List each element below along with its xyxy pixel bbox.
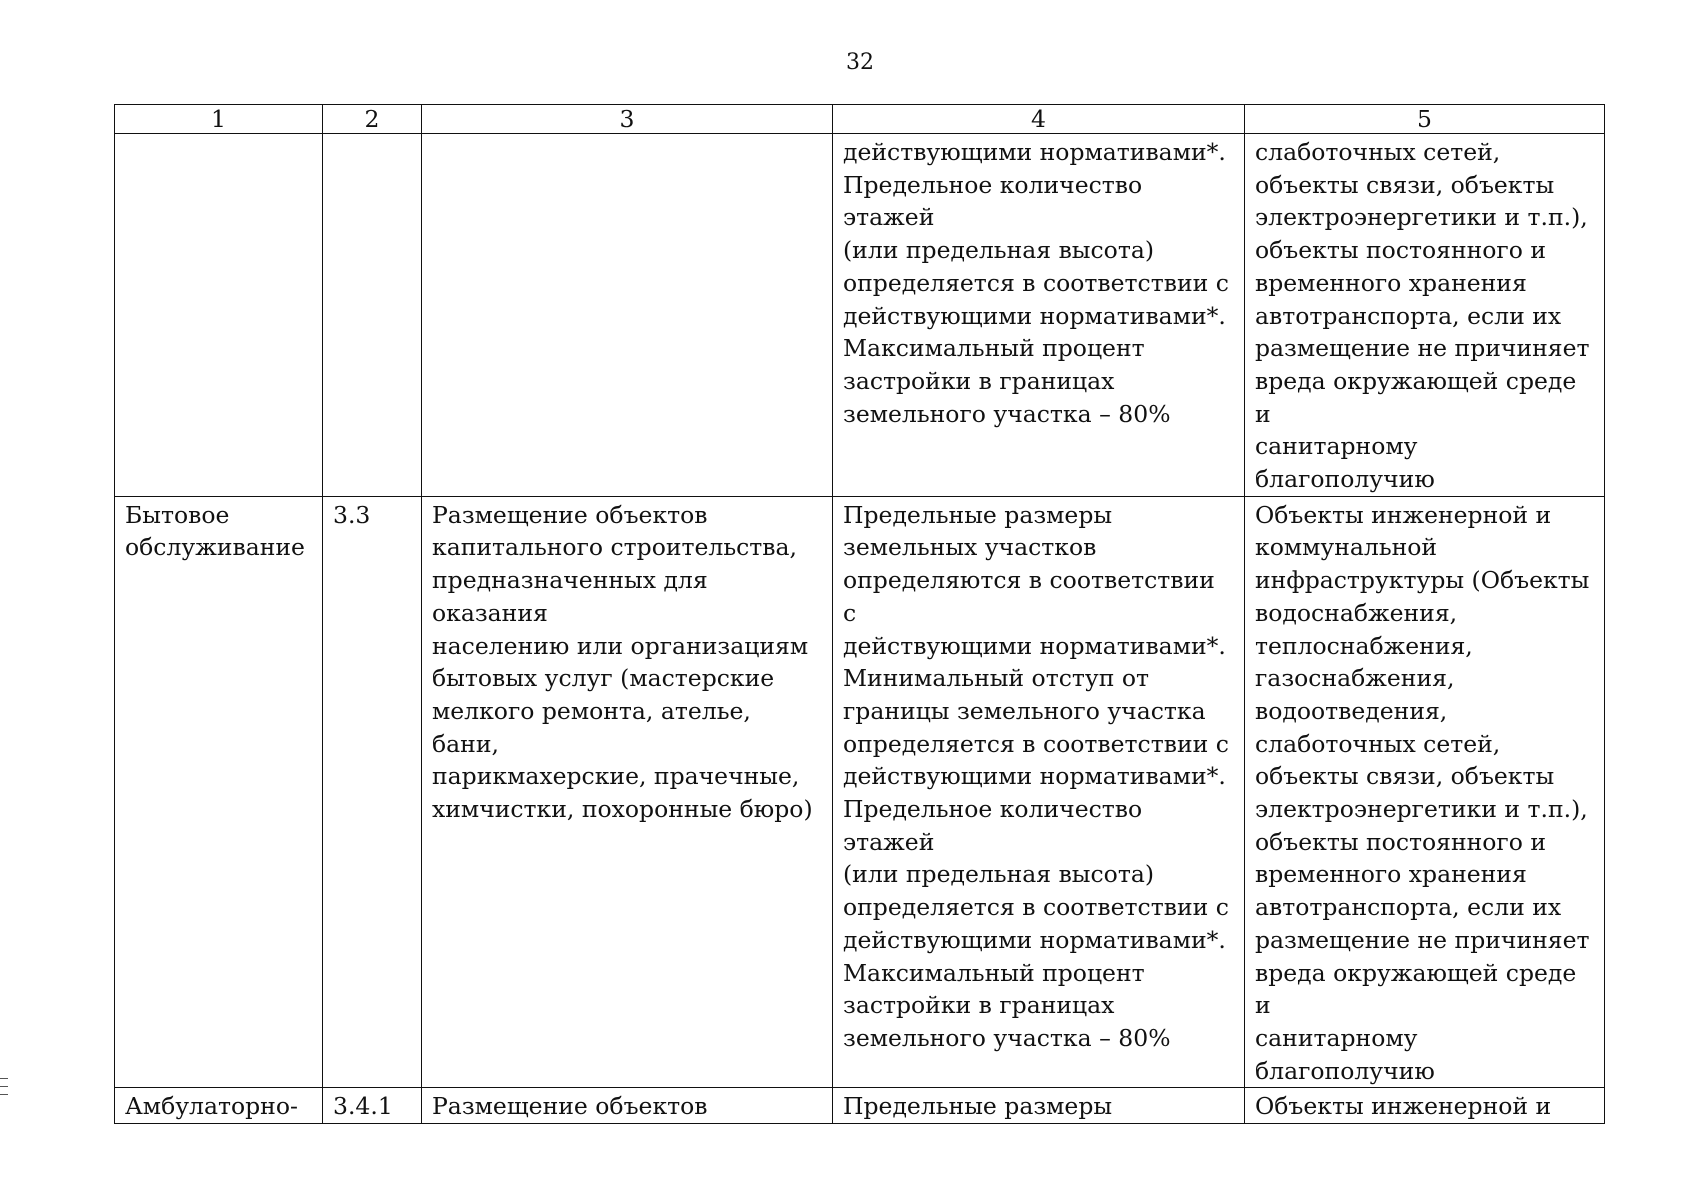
- use-code-cell: 3.3: [323, 496, 422, 1088]
- allowed-objects-cell: слаботочных сетей, объекты связи, объекты электроэнергетики и т.п.), объекты постоянного и временного хранения автотранспорта, если их размещение не причиняет вреда окружающей среде и санитарному благополучию: [1245, 134, 1605, 497]
- scan-margin-mark: [0, 1086, 8, 1087]
- table-row: [115, 134, 1605, 497]
- use-description-cell: Размещение объектов: [422, 1088, 833, 1124]
- use-code-cell: 3.4.1: [323, 1088, 422, 1124]
- use-name-cell: [115, 134, 323, 497]
- header-cell-2: 2: [323, 105, 422, 134]
- use-code-cell: [323, 134, 422, 497]
- allowed-objects-cell: Объекты инженерной и: [1245, 1088, 1605, 1124]
- header-cell-5: 5: [1245, 105, 1605, 134]
- use-name-cell: Амбулаторно-: [115, 1088, 323, 1124]
- parameters-cell: действующими нормативами*. Предельное количество этажей (или предельная высота) определяется в соответствии с действующими нормативами*. Максимальный процент застройки в границах земельного участка – 80%: [833, 134, 1245, 497]
- table-header-row: [115, 105, 1605, 134]
- table-row: [115, 496, 1605, 1088]
- allowed-objects-cell: Объекты инженерной и коммунальной инфраструктуры (Объекты водоснабжения, теплоснабжения, газоснабжения, водоотведения, слаботочных сетей, объекты связи, объекты электроэнергетики и т.п.), объекты постоянного и временного хранения автотранспорта, если их размещение не причиняет вреда окружающей среде и санитарному благополучию: [1245, 496, 1605, 1088]
- scan-margin-mark: [0, 1078, 8, 1079]
- table-row: [115, 1088, 1605, 1124]
- use-name-cell: Бытовое обслуживание: [115, 496, 323, 1088]
- page-number: 32: [846, 50, 874, 75]
- header-cell-3: 3: [422, 105, 833, 134]
- use-description-cell: Размещение объектов капитального строительства, предназначенных для оказания населению или организациям бытовых услуг (мастерские мелкого ремонта, ателье, бани, парикмахерские, прачечные, химчистки, похоронные бюро): [422, 496, 833, 1088]
- parameters-cell: Предельные размеры земельных участков определяются в соответствии с действующими нормативами*. Минимальный отступ от границы земельного участка определяется в соответствии с действующими нормативами*. Предельное количество этажей (или предельная высота) определяется в соответствии с действующими нормативами*. Максимальный процент застройки в границах земельного участка – 80%: [833, 496, 1245, 1088]
- use-description-cell: [422, 134, 833, 497]
- zoning-table: [114, 104, 1605, 1124]
- header-cell-4: 4: [833, 105, 1245, 134]
- header-cell-1: 1: [115, 105, 323, 134]
- parameters-cell: Предельные размеры: [833, 1088, 1245, 1124]
- scan-margin-mark: [0, 1094, 8, 1095]
